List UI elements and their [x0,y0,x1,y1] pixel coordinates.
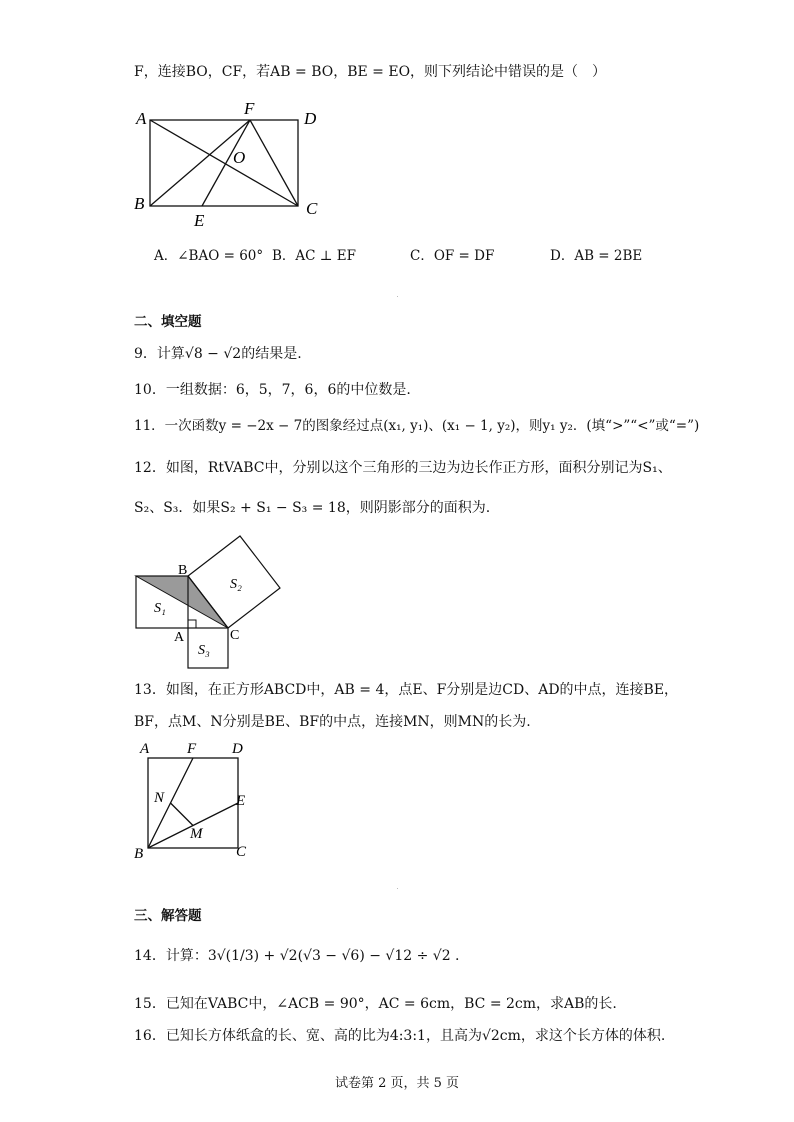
separator-dot [397,296,398,297]
q13-label-D: D [232,741,243,757]
page-footer: 试卷第 2 页，共 5 页 [334,1076,460,1091]
q12-figure [130,530,300,670]
q12-right-angle-mark [188,620,196,628]
q13-label-M: M [190,826,203,842]
q8-option-a: A．∠BAO = 60° [154,248,264,264]
q15-text: 15．已知在VABC中，∠ACB = 90°，AC = 6cm，BC = 2cm，求AB的长. [134,996,617,1012]
q8-stem: F，连接BO，CF，若AB = BO，BE = EO，则下列结论中错误的是（ ） [134,64,607,80]
section-title-fill-in: 二、填空题 [134,314,202,330]
q8-option-d: D．AB = 2BE [550,248,643,264]
q9-text: 9．计算√8 − √2的结果是. [134,346,302,362]
q14-expression: 3√(1/3) + √2(√3 − √6) − √12 ÷ √2 . [207,948,460,964]
q13-label-E: E [236,793,246,809]
q13-label-C: C [236,844,247,860]
q14-prefix: 14．计算： [134,948,208,964]
q13-label-F: F [187,741,197,757]
q13-line2: BF，点M、N分别是BE、BF的中点，连接MN，则MN的长为. [134,714,531,730]
q8-line-AC [150,120,298,206]
q13-line-MN [171,803,194,826]
q13-label-B: B [134,846,144,862]
q11-text: 11．一次函数y = −2x − 7的图象经过点(x₁, y₁)、(x₁ − 1, y₂)，则y₁ y₂．(填“>”“<”或“=”) [134,418,700,434]
q13-line1: 13．如图，在正方形ABCD中，AB = 4，点E、F分别是边CD、AD的中点，连接BE， [134,682,679,698]
q8-label-D: D [304,109,317,128]
q12-label-S2: S₂ [230,577,242,592]
q12-line1: 12．如图，RtVABC中，分别以这个三角形的三边为边长作正方形，面积分别记为S₁、 [134,460,672,476]
q8-option-b: B．AC ⊥ EF [272,248,356,264]
q8-label-A: A [136,109,147,128]
q12-label-S3: S₃ [198,643,210,658]
separator-dot-2 [397,888,398,889]
q13-figure [132,738,272,868]
q12-label-B: B [178,563,188,578]
q16-text: 16．已知长方体纸盒的长、宽、高的比为4:3:1，且高为√2cm，求这个长方体的体积. [134,1028,666,1044]
q8-figure [130,100,330,230]
q8-line-FC [250,120,298,206]
q8-option-c: C．OF = DF [410,248,495,264]
q10-text: 10．一组数据：6，5，7，6，6的中位数是. [134,382,411,398]
q14-text [134,946,460,966]
q12-label-A: A [174,630,185,645]
q8-label-B: B [134,194,145,213]
q13-label-N: N [154,790,165,806]
section-title-solve: 三、解答题 [134,908,202,924]
q12-label-S1: S₁ [154,601,166,616]
q12-line2: S₂、S₃．如果S₂ + S₁ − S₃ = 18，则阴影部分的面积为. [134,500,491,516]
q8-label-O: O [233,148,246,167]
q8-label-E: E [194,211,205,230]
q12-shaded-region [136,576,228,628]
q13-label-A: A [140,741,150,757]
q8-label-C: C [306,199,318,218]
q8-label-F: F [244,100,255,118]
q12-label-C: C [230,628,240,643]
